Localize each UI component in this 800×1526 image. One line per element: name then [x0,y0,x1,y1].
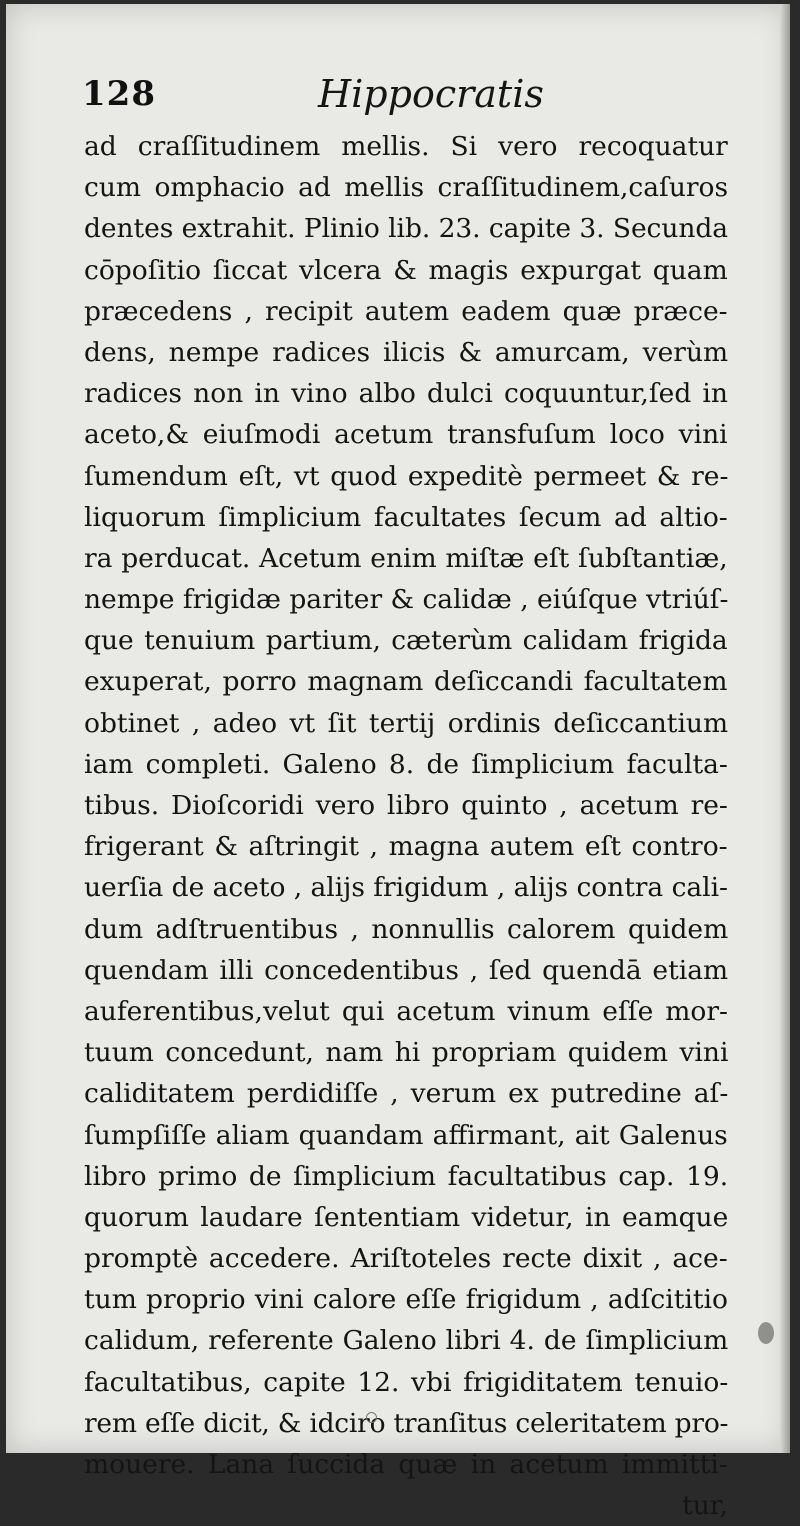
text-line: liquorum ſimplicium facultates ſecum ad altio- [84,501,728,533]
text-line: nempe frigidæ pariter & calidæ , eiúſque vtriúſ- [84,584,729,616]
text-line: iam completi. Galeno 8. de ſimplicium faculta- [84,748,728,780]
text-line: libro primo de ſimplicium facultatibus cap. 19. [84,1160,729,1192]
text-line: promptè accedere. Ariſtoteles recte dixit , ace- [84,1243,728,1275]
body-text [84,126,728,1526]
text-line: tibus. Dioſcoridi vero libro quinto , acetum re- [84,790,728,821]
text-line: calidum, referente Galeno libri 4. de ſimplicium [84,1325,729,1357]
text-line: dum adſtruentibus , nonnullis calorem quidem [84,913,729,945]
text-line: frigerant & aſtringit , magna autem eſt contro- [84,831,728,863]
text-line: exuperat, porro magnam deſiccandi facultatem [84,666,728,698]
text-line: ſumendum eſt, vt quod expeditè permeet & re- [84,460,729,492]
text-line: ſumpſiſſe aliam quandam affirmant, ait Galenus [84,1119,728,1151]
page-number: 128 [82,74,156,114]
text-line: dentes extrahit. Plinio lib. 23. capite 3. Secunda [84,213,728,245]
text-line: cum omphacio ad mellis craſſitudinem,caſuros [84,172,729,204]
text-line: præcedens , recipit autem eadem quæ præce- [84,295,728,327]
text-line: dens, nempe radices ilicis & amurcam, verùm [84,336,729,368]
text-line: quorum laudare ſententiam videtur, in eamque [84,1201,729,1233]
text-line: radices non in vino albo dulci coquuntur,ſed in [84,378,728,410]
catchword: tur, [682,1490,728,1522]
text-line: cōpoſitio ſiccat vlcera & magis expurgat quam [84,254,728,286]
text-line: ad craſſitudinem mellis. Si vero recoquatur [84,131,728,162]
text-line: obtinet , adeo vt ſit tertij ordinis deſiccantium [84,707,729,739]
text-line: que tenuium partium, cæterùm calidam frigida [84,625,728,657]
text-line: tuum concedunt, nam hi propriam quidem vini [84,1037,729,1069]
text-line: auferentibus,velut qui acetum vinum eſſe mor- [84,995,728,1027]
book-page [6,4,790,1522]
text-line: tum proprio vini calore eſſe frigidum , adſcititio [84,1284,728,1316]
text-line: caliditatem perdidiſſe , verum ex putredine aſ- [84,1078,729,1110]
text-line: rem eſſe dicit, & idciro tranſitus celeritatem pro- [84,1407,729,1439]
text-line: facultatibus, capite 12. vbi frigiditatem tenuio- [84,1366,729,1398]
text-line: quendam illi concedentibus , ſed quendā etiam [84,954,729,986]
page-header [82,72,722,120]
running-title: Hippocratis [318,72,544,116]
page-spine-shadow [780,4,790,1453]
text-line: aceto,& eiuſmodi acetum transfuſum loco vini [84,419,728,451]
text-line: ra perducat. Acetum enim miſtæ eſt ſubſtantiæ, [84,542,728,574]
text-line: uerſia de aceto , alijs frigidum , alijs contra cali- [84,872,728,904]
text-line: mouere. Lana ſuccida quæ in acetum immitti- [84,1449,728,1480]
